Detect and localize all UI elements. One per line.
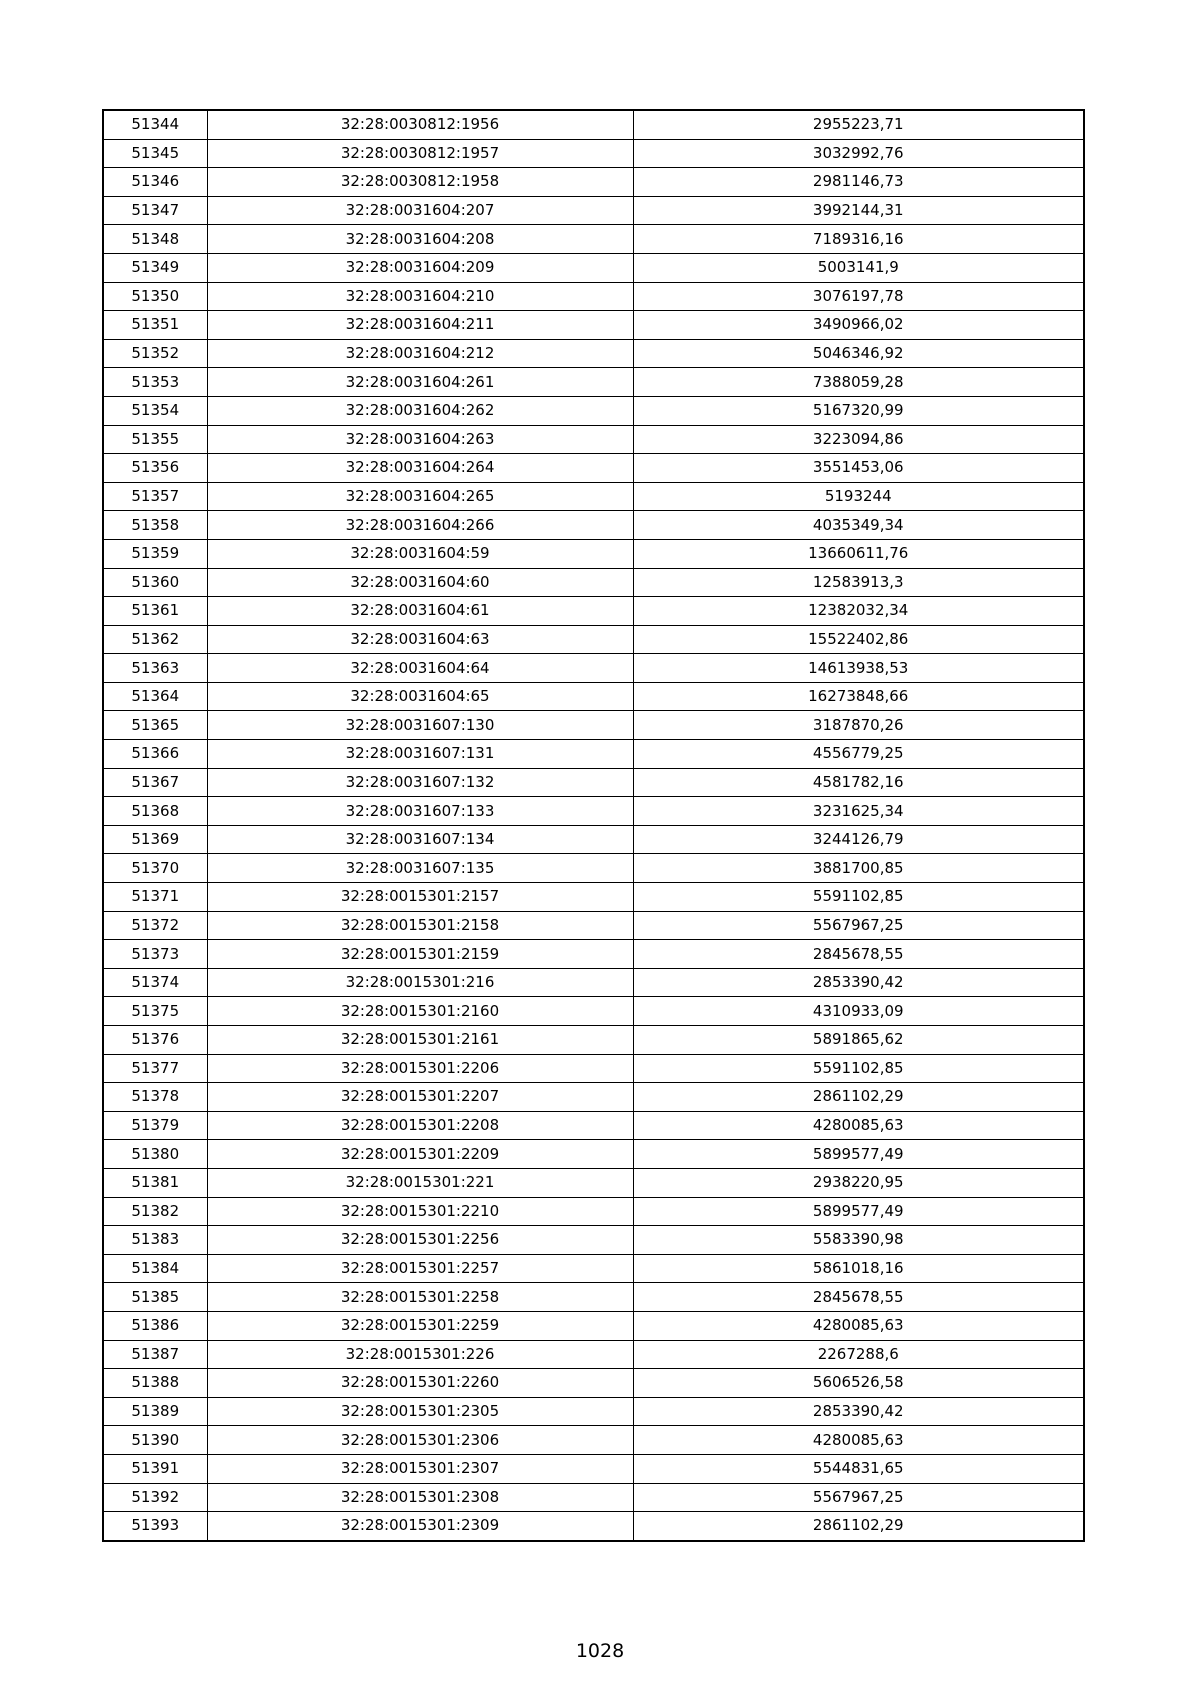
cadastral-number-cell: 32:28:0015301:2309 (207, 1512, 633, 1541)
cadastral-number-cell: 32:28:0031604:60 (207, 568, 633, 597)
table-row (103, 110, 1084, 139)
row-number-cell: 51369 (103, 825, 207, 854)
row-number-cell: 51382 (103, 1197, 207, 1226)
cadastral-value-cell: 2267288,6 (633, 1340, 1084, 1369)
cadastral-value-cell: 3490966,02 (633, 311, 1084, 340)
cadastral-value-table (102, 109, 1085, 1542)
cadastral-number-cell: 32:28:0031607:135 (207, 854, 633, 883)
cadastral-number-cell: 32:28:0015301:2206 (207, 1054, 633, 1083)
table-row (103, 539, 1084, 568)
row-number-cell: 51392 (103, 1483, 207, 1512)
cadastral-value-cell: 2861102,29 (633, 1512, 1084, 1541)
row-number-cell: 51357 (103, 482, 207, 511)
cadastral-number-cell: 32:28:0030812:1957 (207, 139, 633, 168)
table-row (103, 797, 1084, 826)
cadastral-number-cell: 32:28:0015301:2308 (207, 1483, 633, 1512)
cadastral-value-cell: 4310933,09 (633, 997, 1084, 1026)
row-number-cell: 51371 (103, 883, 207, 912)
cadastral-number-cell: 32:28:0030812:1958 (207, 168, 633, 197)
row-number-cell: 51348 (103, 225, 207, 254)
row-number-cell: 51367 (103, 768, 207, 797)
row-number-cell: 51356 (103, 454, 207, 483)
cadastral-number-cell: 32:28:0031604:65 (207, 682, 633, 711)
table-row (103, 568, 1084, 597)
row-number-cell: 51376 (103, 1026, 207, 1055)
cadastral-value-cell: 2853390,42 (633, 968, 1084, 997)
table-row (103, 911, 1084, 940)
table-row (103, 311, 1084, 340)
table-row (103, 1340, 1084, 1369)
cadastral-number-cell: 32:28:0015301:2210 (207, 1197, 633, 1226)
table-row (103, 1026, 1084, 1055)
cadastral-value-cell: 16273848,66 (633, 682, 1084, 711)
table-row (103, 768, 1084, 797)
row-number-cell: 51389 (103, 1397, 207, 1426)
row-number-cell: 51363 (103, 654, 207, 683)
table-row (103, 597, 1084, 626)
table-row (103, 854, 1084, 883)
table-row (103, 968, 1084, 997)
cadastral-number-cell: 32:28:0031607:134 (207, 825, 633, 854)
cadastral-number-cell: 32:28:0015301:2260 (207, 1369, 633, 1398)
table-row (103, 225, 1084, 254)
row-number-cell: 51358 (103, 511, 207, 540)
cadastral-value-cell: 5591102,85 (633, 1054, 1084, 1083)
cadastral-value-cell: 13660611,76 (633, 539, 1084, 568)
row-number-cell: 51390 (103, 1426, 207, 1455)
cadastral-value-cell: 5193244 (633, 482, 1084, 511)
page-number: 1028 (575, 1640, 625, 1662)
cadastral-number-cell: 32:28:0015301:2257 (207, 1254, 633, 1283)
row-number-cell: 51387 (103, 1340, 207, 1369)
cadastral-number-cell: 32:28:0031604:59 (207, 539, 633, 568)
cadastral-value-cell: 2845678,55 (633, 940, 1084, 969)
row-number-cell: 51372 (103, 911, 207, 940)
table-row (103, 1111, 1084, 1140)
table-row (103, 1426, 1084, 1455)
cadastral-number-cell: 32:28:0031604:208 (207, 225, 633, 254)
cadastral-value-cell: 5899577,49 (633, 1197, 1084, 1226)
cadastral-value-cell: 5046346,92 (633, 339, 1084, 368)
cadastral-number-cell: 32:28:0031604:209 (207, 253, 633, 282)
table-row (103, 139, 1084, 168)
cadastral-value-cell: 5591102,85 (633, 883, 1084, 912)
row-number-cell: 51393 (103, 1512, 207, 1541)
cadastral-value-cell: 4280085,63 (633, 1426, 1084, 1455)
cadastral-value-cell: 2853390,42 (633, 1397, 1084, 1426)
cadastral-number-cell: 32:28:0015301:2208 (207, 1111, 633, 1140)
table-row (103, 1254, 1084, 1283)
cadastral-value-cell: 2981146,73 (633, 168, 1084, 197)
cadastral-number-cell: 32:28:0015301:2160 (207, 997, 633, 1026)
cadastral-number-cell: 32:28:0031604:264 (207, 454, 633, 483)
table-row (103, 1369, 1084, 1398)
cadastral-number-cell: 32:28:0031604:64 (207, 654, 633, 683)
row-number-cell: 51380 (103, 1140, 207, 1169)
cadastral-value-cell: 3076197,78 (633, 282, 1084, 311)
cadastral-number-cell: 32:28:0015301:2256 (207, 1226, 633, 1255)
table-row (103, 1083, 1084, 1112)
cadastral-value-cell: 5003141,9 (633, 253, 1084, 282)
cadastral-value-cell: 5606526,58 (633, 1369, 1084, 1398)
row-number-cell: 51361 (103, 597, 207, 626)
table-row (103, 1512, 1084, 1541)
row-number-cell: 51353 (103, 368, 207, 397)
cadastral-number-cell: 32:28:0031604:211 (207, 311, 633, 340)
cadastral-value-cell: 5891865,62 (633, 1026, 1084, 1055)
cadastral-value-cell: 3187870,26 (633, 711, 1084, 740)
row-number-cell: 51346 (103, 168, 207, 197)
cadastral-value-cell: 4035349,34 (633, 511, 1084, 540)
cadastral-number-cell: 32:28:0015301:2207 (207, 1083, 633, 1112)
row-number-cell: 51391 (103, 1454, 207, 1483)
row-number-cell: 51349 (103, 253, 207, 282)
cadastral-number-cell: 32:28:0031607:133 (207, 797, 633, 826)
row-number-cell: 51386 (103, 1311, 207, 1340)
cadastral-value-cell: 2845678,55 (633, 1283, 1084, 1312)
row-number-cell: 51362 (103, 625, 207, 654)
cadastral-value-cell: 5167320,99 (633, 396, 1084, 425)
table-row (103, 1454, 1084, 1483)
cadastral-value-cell: 2955223,71 (633, 110, 1084, 139)
row-number-cell: 51364 (103, 682, 207, 711)
cadastral-number-cell: 32:28:0015301:2159 (207, 940, 633, 969)
cadastral-number-cell: 32:28:0015301:2209 (207, 1140, 633, 1169)
row-number-cell: 51360 (103, 568, 207, 597)
row-number-cell: 51385 (103, 1283, 207, 1312)
cadastral-value-cell: 12382032,34 (633, 597, 1084, 626)
cadastral-value-cell: 3231625,34 (633, 797, 1084, 826)
row-number-cell: 51347 (103, 196, 207, 225)
row-number-cell: 51354 (103, 396, 207, 425)
row-number-cell: 51379 (103, 1111, 207, 1140)
table-row (103, 168, 1084, 197)
row-number-cell: 51375 (103, 997, 207, 1026)
row-number-cell: 51370 (103, 854, 207, 883)
table-row (103, 825, 1084, 854)
cadastral-value-cell: 4581782,16 (633, 768, 1084, 797)
table-row (103, 682, 1084, 711)
cadastral-value-cell: 14613938,53 (633, 654, 1084, 683)
cadastral-value-cell: 3244126,79 (633, 825, 1084, 854)
cadastral-number-cell: 32:28:0031607:131 (207, 740, 633, 769)
table-row (103, 253, 1084, 282)
table-body (103, 110, 1084, 1541)
cadastral-value-cell: 5544831,65 (633, 1454, 1084, 1483)
cadastral-value-cell: 5899577,49 (633, 1140, 1084, 1169)
row-number-cell: 51381 (103, 1168, 207, 1197)
row-number-cell: 51383 (103, 1226, 207, 1255)
table-row (103, 1197, 1084, 1226)
row-number-cell: 51350 (103, 282, 207, 311)
cadastral-number-cell: 32:28:0015301:2305 (207, 1397, 633, 1426)
cadastral-value-cell: 2938220,95 (633, 1168, 1084, 1197)
cadastral-number-cell: 32:28:0031604:266 (207, 511, 633, 540)
table-row (103, 711, 1084, 740)
row-number-cell: 51368 (103, 797, 207, 826)
cadastral-number-cell: 32:28:0015301:221 (207, 1168, 633, 1197)
table-row (103, 196, 1084, 225)
cadastral-value-cell: 4556779,25 (633, 740, 1084, 769)
row-number-cell: 51352 (103, 339, 207, 368)
cadastral-value-cell: 12583913,3 (633, 568, 1084, 597)
table-row (103, 654, 1084, 683)
table-row (103, 511, 1084, 540)
table-row (103, 1226, 1084, 1255)
cadastral-number-cell: 32:28:0015301:2307 (207, 1454, 633, 1483)
table-row (103, 997, 1084, 1026)
row-number-cell: 51344 (103, 110, 207, 139)
table-row (103, 282, 1084, 311)
cadastral-value-cell: 5583390,98 (633, 1226, 1084, 1255)
table-row (103, 425, 1084, 454)
table-row (103, 1054, 1084, 1083)
table-row (103, 368, 1084, 397)
cadastral-number-cell: 32:28:0015301:2161 (207, 1026, 633, 1055)
cadastral-number-cell: 32:28:0031604:210 (207, 282, 633, 311)
cadastral-value-cell: 3032992,76 (633, 139, 1084, 168)
cadastral-number-cell: 32:28:0031604:63 (207, 625, 633, 654)
cadastral-number-cell: 32:28:0031604:207 (207, 196, 633, 225)
row-number-cell: 51355 (103, 425, 207, 454)
cadastral-value-cell: 3551453,06 (633, 454, 1084, 483)
row-number-cell: 51345 (103, 139, 207, 168)
cadastral-number-cell: 32:28:0031604:262 (207, 396, 633, 425)
cadastral-value-cell: 3881700,85 (633, 854, 1084, 883)
cadastral-number-cell: 32:28:0015301:2258 (207, 1283, 633, 1312)
cadastral-number-cell: 32:28:0015301:226 (207, 1340, 633, 1369)
table-row (103, 883, 1084, 912)
cadastral-number-cell: 32:28:0031607:132 (207, 768, 633, 797)
cadastral-value-cell: 5567967,25 (633, 911, 1084, 940)
row-number-cell: 51366 (103, 740, 207, 769)
row-number-cell: 51373 (103, 940, 207, 969)
table-row (103, 339, 1084, 368)
cadastral-number-cell: 32:28:0015301:2158 (207, 911, 633, 940)
row-number-cell: 51378 (103, 1083, 207, 1112)
cadastral-number-cell: 32:28:0015301:2306 (207, 1426, 633, 1455)
cadastral-value-cell: 15522402,86 (633, 625, 1084, 654)
cadastral-number-cell: 32:28:0031604:265 (207, 482, 633, 511)
cadastral-number-cell: 32:28:0031604:212 (207, 339, 633, 368)
table-row (103, 1168, 1084, 1197)
row-number-cell: 51384 (103, 1254, 207, 1283)
table-row (103, 940, 1084, 969)
cadastral-number-cell: 32:28:0031604:261 (207, 368, 633, 397)
row-number-cell: 51374 (103, 968, 207, 997)
cadastral-value-cell: 5567967,25 (633, 1483, 1084, 1512)
cadastral-value-cell: 2861102,29 (633, 1083, 1084, 1112)
cadastral-number-cell: 32:28:0031604:263 (207, 425, 633, 454)
row-number-cell: 51351 (103, 311, 207, 340)
table-row (103, 1140, 1084, 1169)
row-number-cell: 51365 (103, 711, 207, 740)
table-row (103, 740, 1084, 769)
row-number-cell: 51388 (103, 1369, 207, 1398)
table-row (103, 1397, 1084, 1426)
cadastral-number-cell: 32:28:0031607:130 (207, 711, 633, 740)
cadastral-value-cell: 5861018,16 (633, 1254, 1084, 1283)
row-number-cell: 51359 (103, 539, 207, 568)
table-row (103, 454, 1084, 483)
table-row (103, 1283, 1084, 1312)
row-number-cell: 51377 (103, 1054, 207, 1083)
cadastral-number-cell: 32:28:0015301:216 (207, 968, 633, 997)
cadastral-value-cell: 4280085,63 (633, 1311, 1084, 1340)
cadastral-value-cell: 7388059,28 (633, 368, 1084, 397)
cadastral-number-cell: 32:28:0030812:1956 (207, 110, 633, 139)
cadastral-number-cell: 32:28:0015301:2157 (207, 883, 633, 912)
cadastral-number-cell: 32:28:0031604:61 (207, 597, 633, 626)
table-row (103, 1483, 1084, 1512)
table-row (103, 625, 1084, 654)
table-row (103, 482, 1084, 511)
cadastral-number-cell: 32:28:0015301:2259 (207, 1311, 633, 1340)
table-row (103, 396, 1084, 425)
cadastral-value-cell: 3992144,31 (633, 196, 1084, 225)
cadastral-value-cell: 7189316,16 (633, 225, 1084, 254)
table-row (103, 1311, 1084, 1340)
cadastral-value-cell: 4280085,63 (633, 1111, 1084, 1140)
cadastral-value-cell: 3223094,86 (633, 425, 1084, 454)
